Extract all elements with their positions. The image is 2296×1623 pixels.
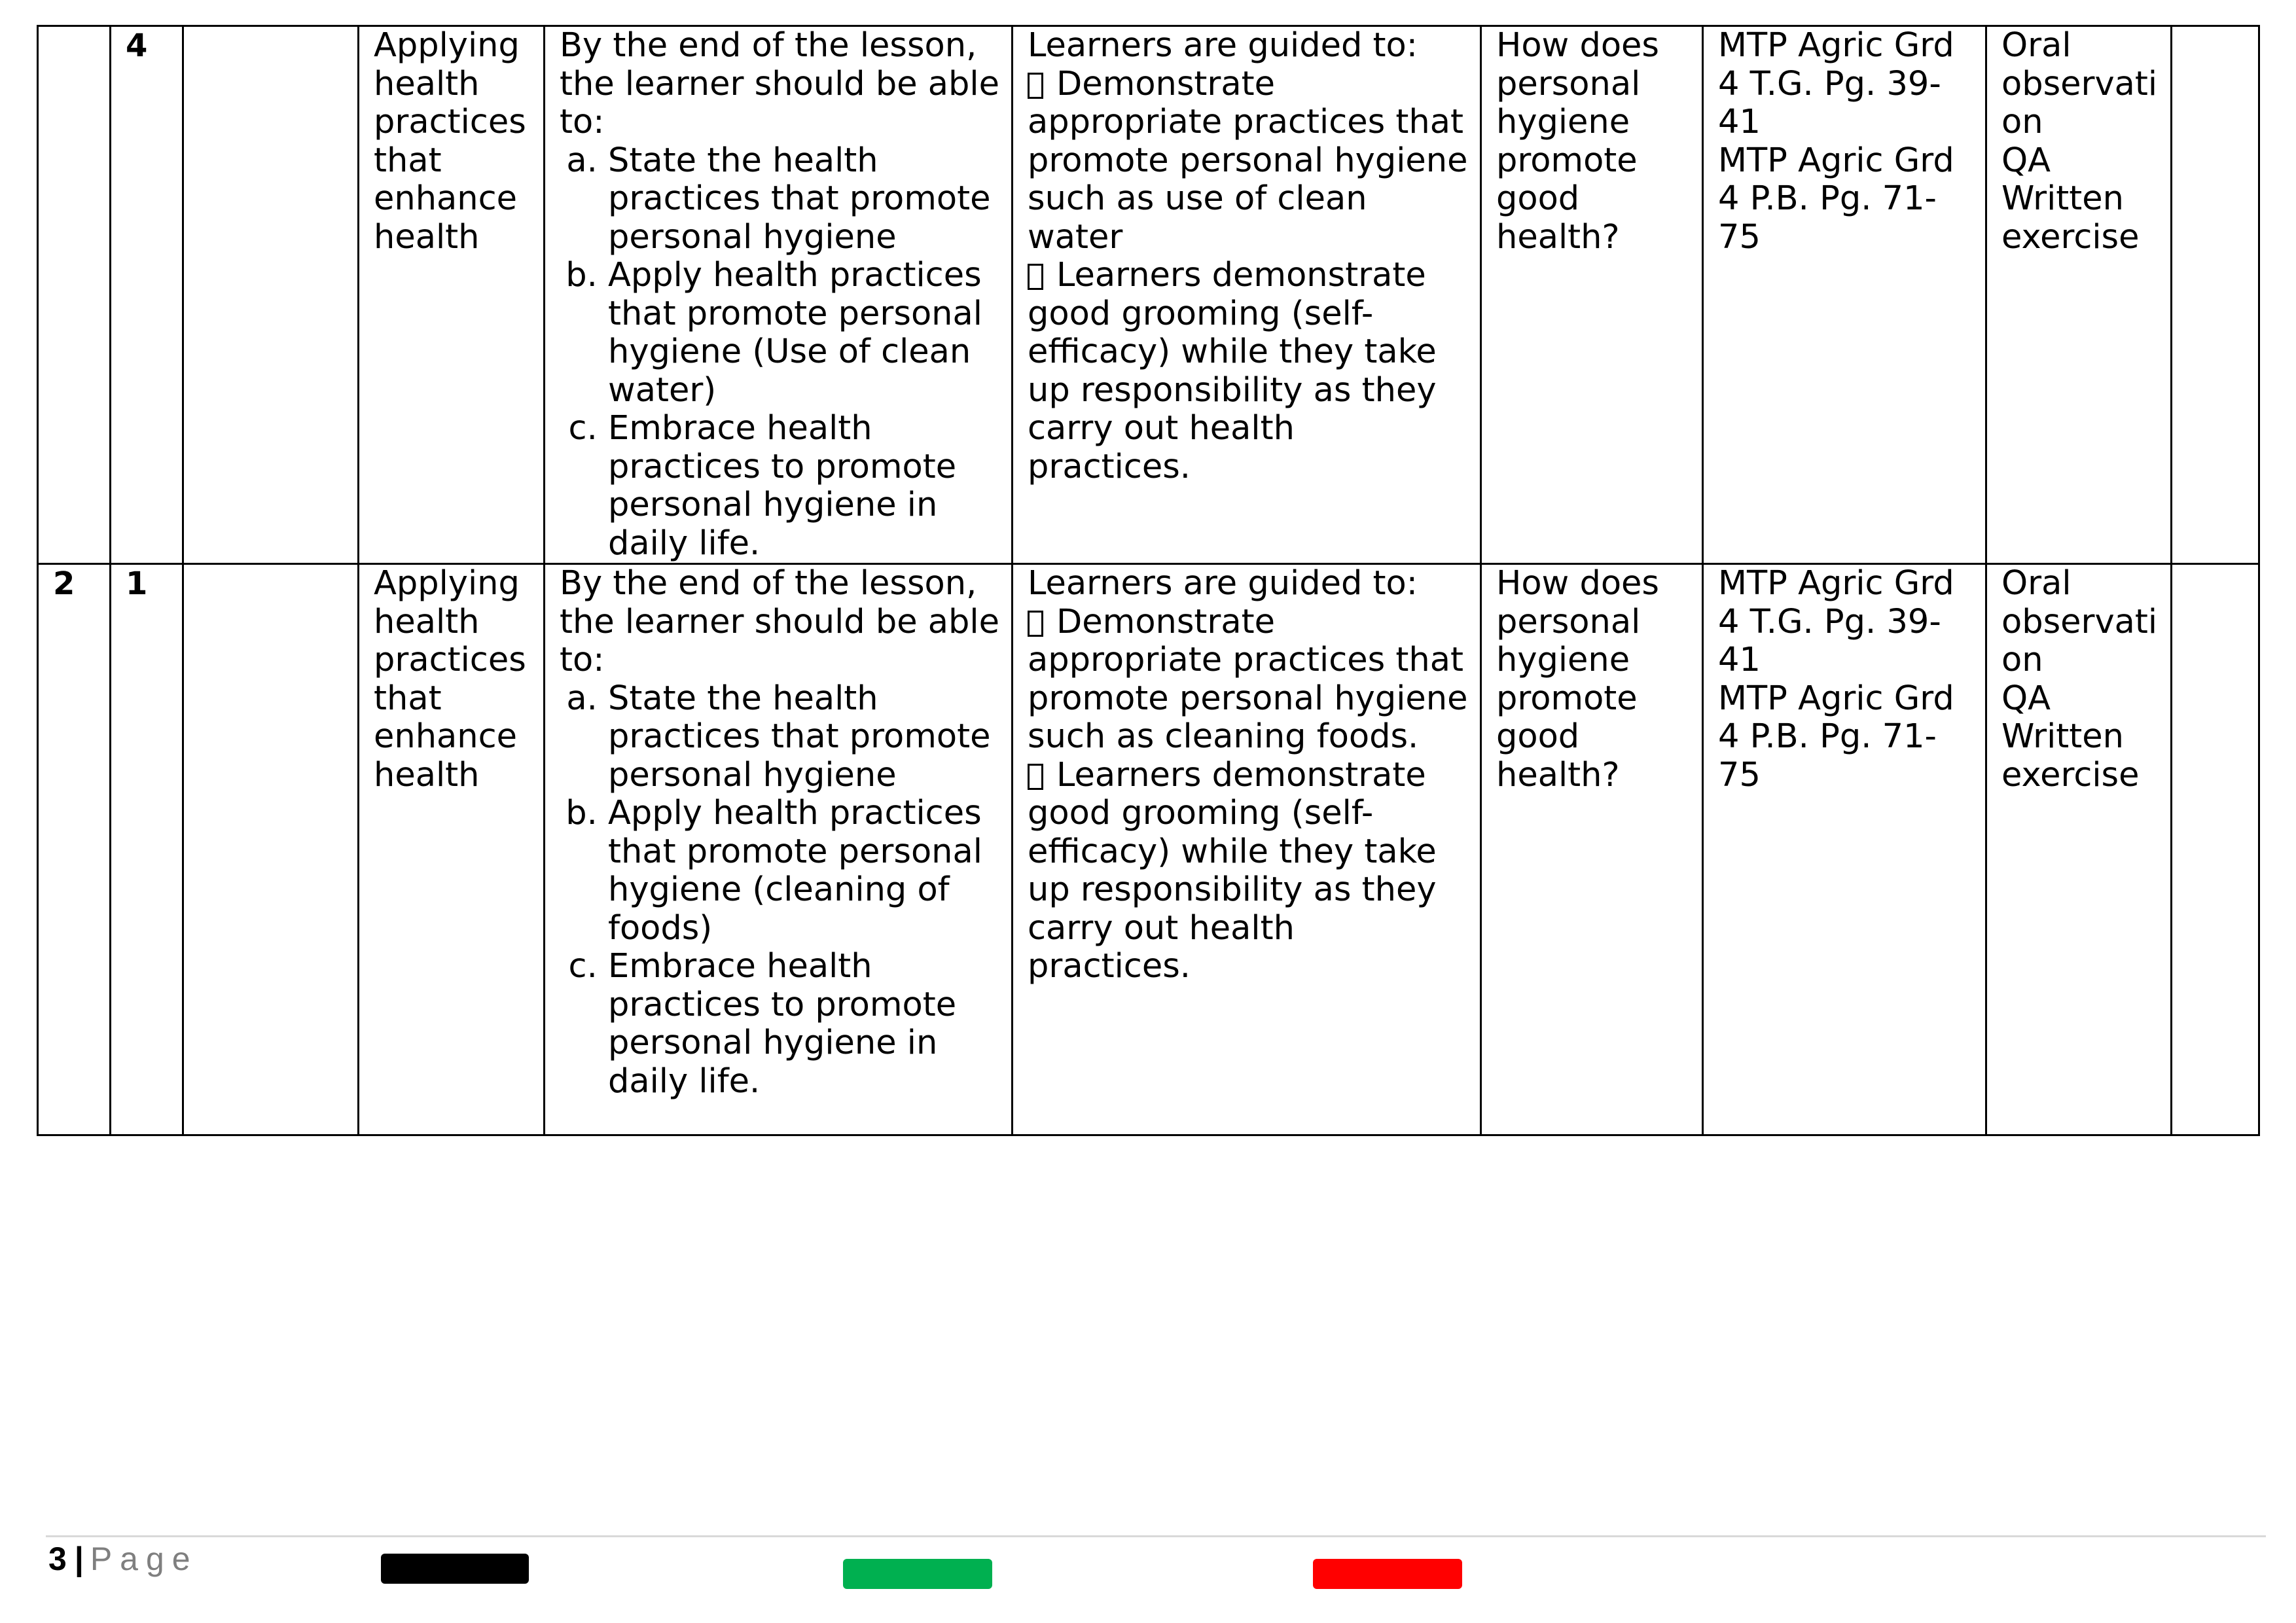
outcome-item: b. Apply health practices that promote personal hygiene (Use of clean water) — [608, 257, 999, 410]
resources-cell — [1703, 564, 1986, 1135]
lesson-cell: 4 — [111, 26, 183, 564]
assessment-item: QA — [2001, 141, 2051, 180]
table-row — [38, 26, 2259, 564]
outcomes-list — [560, 680, 999, 1101]
resources-cell — [1703, 26, 1986, 564]
black-color-bar — [381, 1554, 529, 1584]
outcomes-intro: By the end of the lesson, the learner should be able to: — [560, 564, 999, 679]
outcome-item: b. Apply health practices that promote personal hygiene (cleaning of foods) — [608, 794, 999, 948]
experience-item: Demonstrate appropriate practices that promote personal hygiene such as use of clean water — [1028, 64, 1468, 257]
experience-item: Demonstrate appropriate practices that promote personal hygiene such as cleaning foods. — [1028, 602, 1468, 756]
green-color-bar — [843, 1559, 992, 1589]
red-color-bar — [1313, 1559, 1462, 1589]
assessment-cell — [1986, 26, 2172, 564]
learning-experiences-cell — [1013, 564, 1481, 1135]
page-separator: | — [74, 1541, 84, 1577]
outcome-item: a. State the health practices that promote personal hygiene — [608, 680, 999, 795]
sub-strand-cell: Applying health practices that enhance health — [359, 564, 545, 1135]
learning-outcomes-cell — [545, 564, 1013, 1135]
table-row — [38, 564, 2259, 1135]
experience-item: Learners demonstrate good grooming (self-efficacy) while they take up responsibility as they carry out health practices. — [1028, 757, 1468, 986]
resource-item: MTP Agric Grd 4 T.G. Pg. 39-41 — [1718, 26, 1954, 141]
experiences-intro: Learners are guided to: — [1028, 564, 1418, 603]
inquiry-question-cell: How does personal hygiene promote good health? — [1481, 26, 1703, 564]
assessment-item: Written exercise — [2001, 717, 2140, 794]
learning-outcomes-cell — [545, 26, 1013, 564]
footer-divider — [46, 1535, 2266, 1537]
resource-item: MTP Agric Grd 4 P.B. Pg. 71-75 — [1718, 141, 1954, 257]
outcome-item: a. State the health practices that promote personal hygiene — [608, 142, 999, 257]
assessment-item: Oral observati on — [2001, 564, 2158, 679]
page-number: 3 — [48, 1541, 67, 1577]
outcome-item: c. Embrace health practices to promote personal hygiene in daily life. — [608, 948, 999, 1101]
week-cell — [38, 26, 111, 564]
learning-experiences-cell — [1013, 26, 1481, 564]
inquiry-question-cell: How does personal hygiene promote good health? — [1481, 564, 1703, 1135]
outcomes-intro: By the end of the lesson, the learner should be able to: — [560, 26, 999, 141]
resource-item: MTP Agric Grd 4 P.B. Pg. 71-75 — [1718, 679, 1954, 794]
experience-item: Learners demonstrate good grooming (self-efficacy) while they take up responsibility as they carry out health practices. — [1028, 257, 1468, 486]
page-word: Page — [90, 1541, 198, 1577]
scheme-of-work-table — [37, 25, 2260, 1136]
strand-cell — [183, 564, 359, 1135]
assessment-item: Oral observati on — [2001, 26, 2158, 141]
strand-cell — [183, 26, 359, 564]
assessment-item: QA — [2001, 679, 2051, 718]
experiences-intro: Learners are guided to: — [1028, 26, 1418, 65]
outcomes-list — [560, 142, 999, 563]
resource-item: MTP Agric Grd 4 T.G. Pg. 39-41 — [1718, 564, 1954, 679]
outcome-item: c. Embrace health practices to promote personal hygiene in daily life. — [608, 410, 999, 563]
lesson-cell: 1 — [111, 564, 183, 1135]
remarks-cell — [2172, 564, 2259, 1135]
sub-strand-cell: Applying health practices that enhance health — [359, 26, 545, 564]
remarks-cell — [2172, 26, 2259, 564]
week-cell: 2 — [38, 564, 111, 1135]
assessment-cell — [1986, 564, 2172, 1135]
page-footer — [48, 1539, 198, 1578]
assessment-item: Written exercise — [2001, 179, 2140, 257]
